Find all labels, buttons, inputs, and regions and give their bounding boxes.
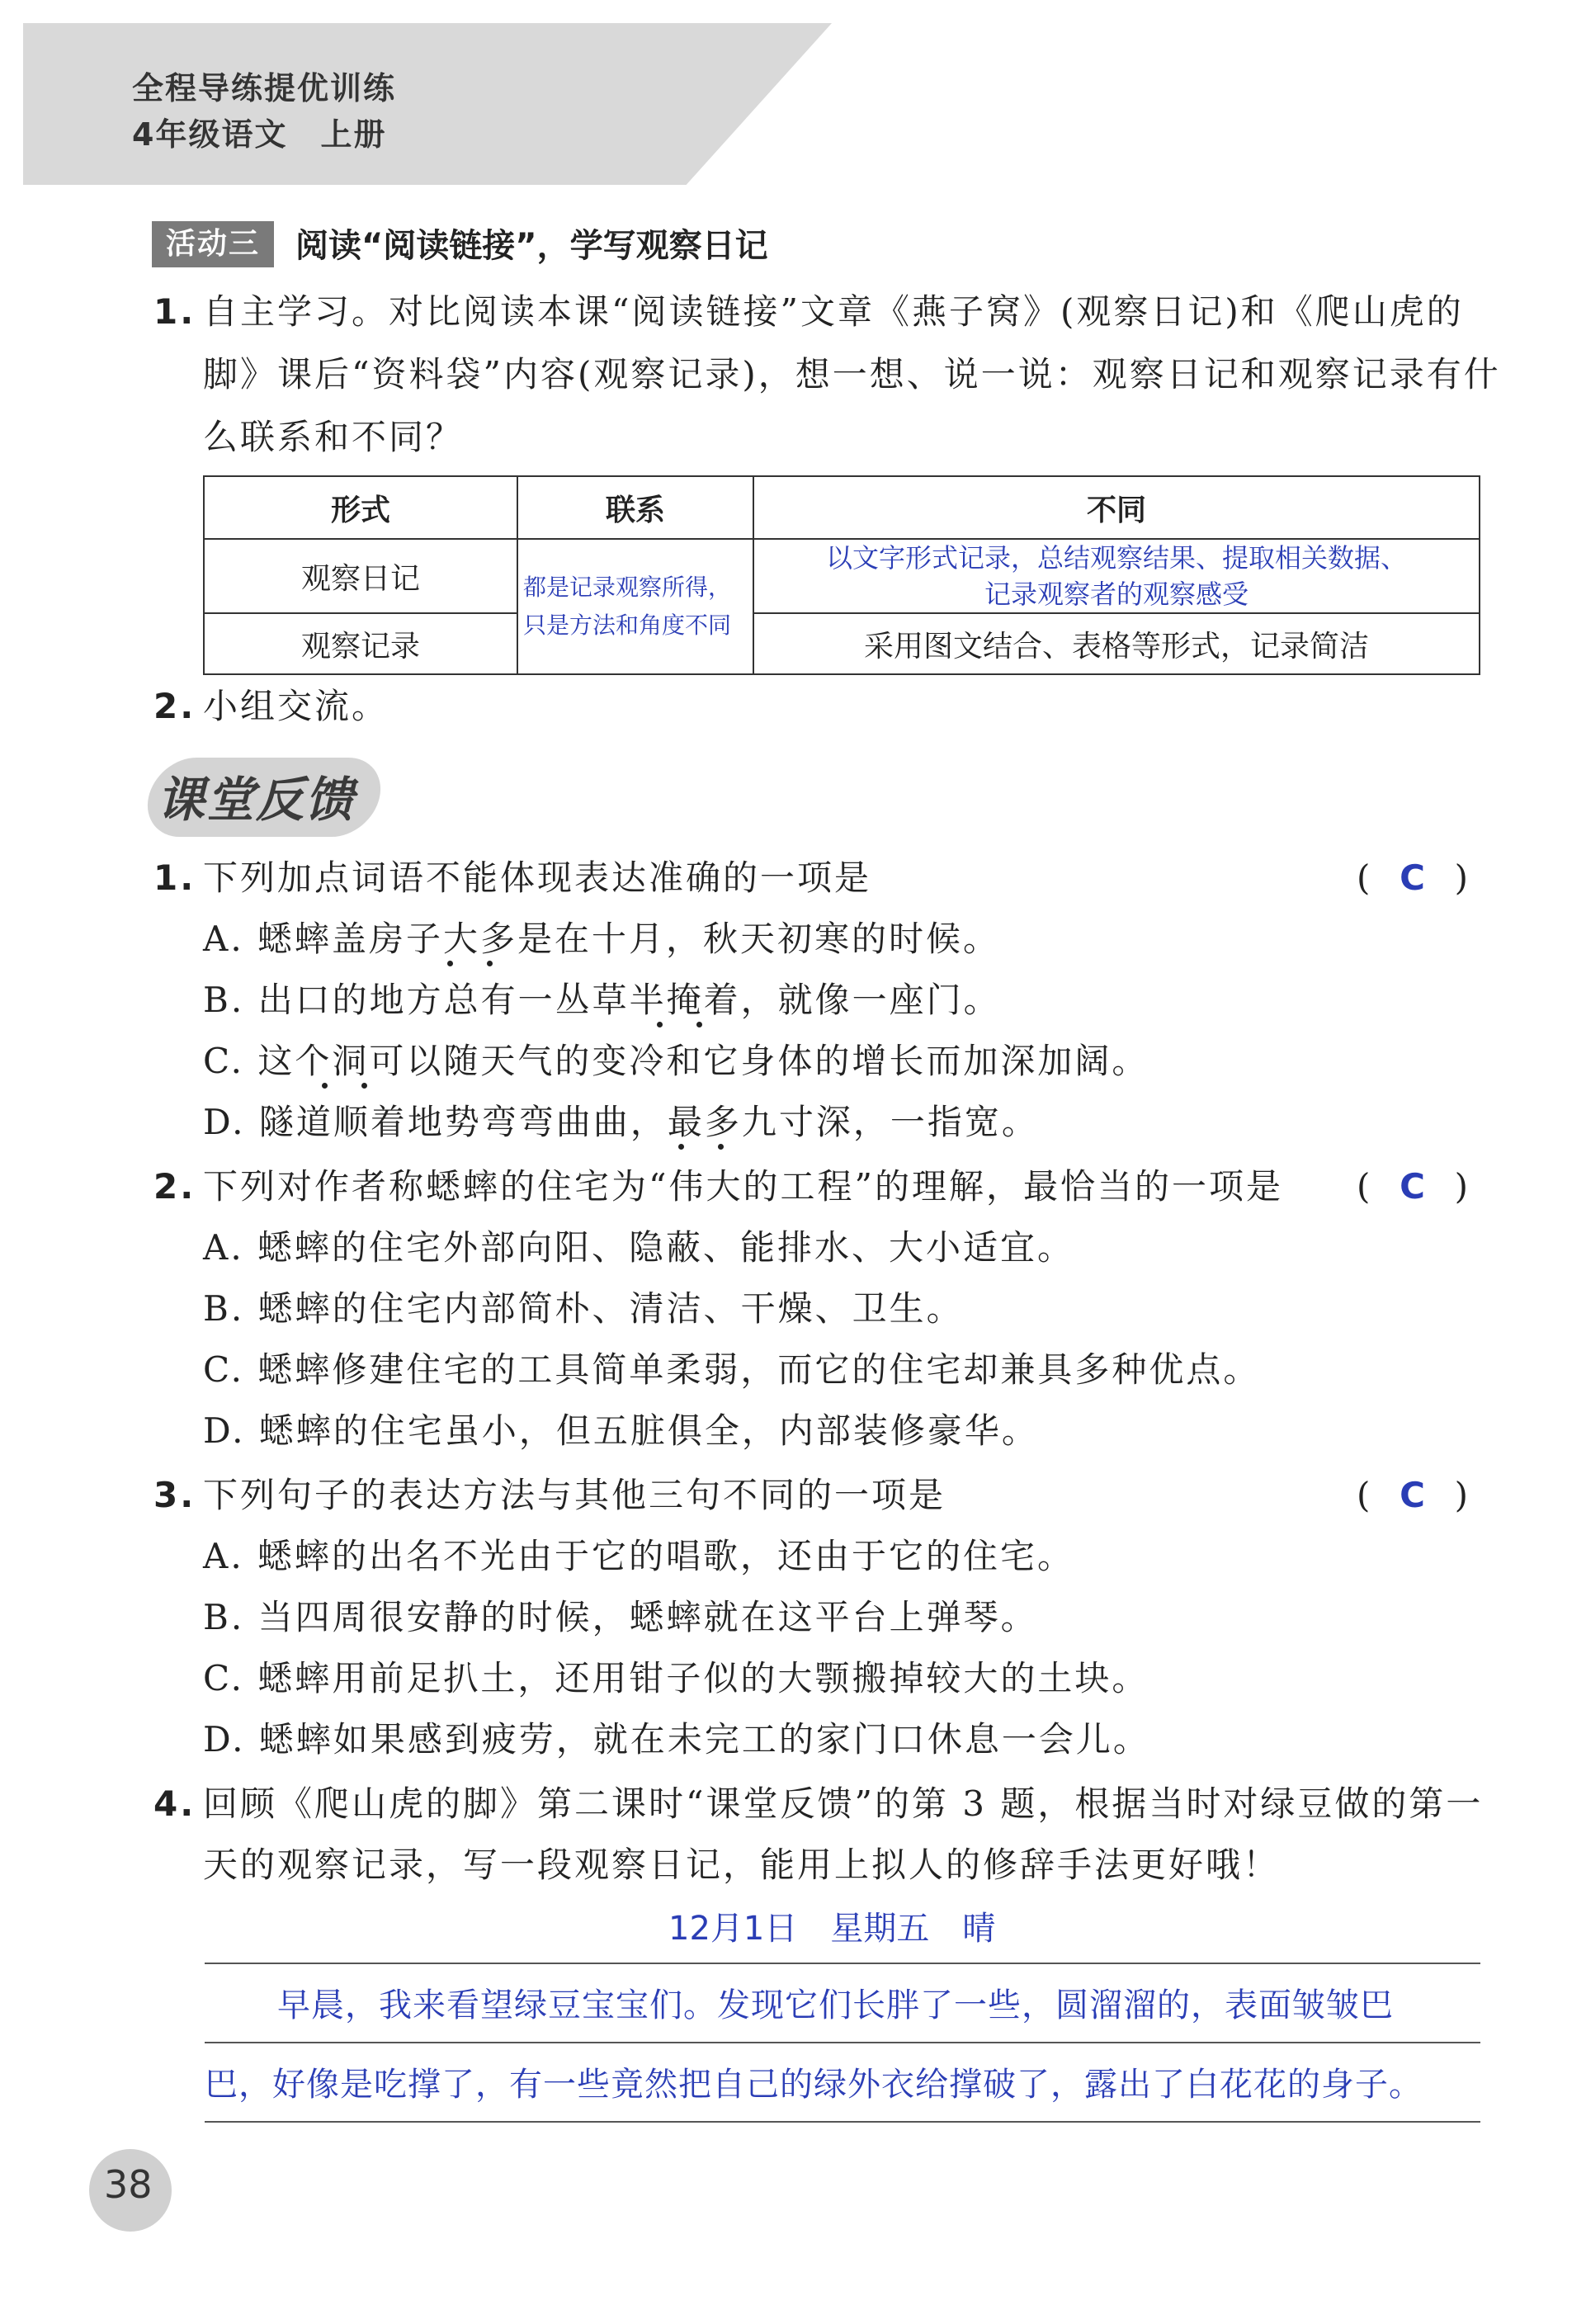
table-header-form: 形式 <box>204 476 517 539</box>
comparison-table <box>203 475 1480 675</box>
table-header-difference: 不同 <box>753 476 1480 539</box>
fq2-answer-bracket: ( C ) <box>1357 1166 1471 1207</box>
fq3-option-b: B. 当四周很安静的时候，蟋蟀就在这平台上弹琴。 <box>203 1597 1038 1637</box>
table-row-diary-label: 观察日记 <box>204 539 517 613</box>
fq3-number: 3. <box>153 1475 196 1515</box>
q2-number: 2. <box>153 686 196 726</box>
q1-line-1: 自主学习。对比阅读本课“阅读链接”文章《燕子窝》(观察日记)和《爬山虎的 <box>203 291 1464 332</box>
activity-title: 阅读“阅读链接”，学写观察日记 <box>295 227 768 265</box>
fq1-option-d: D. 隧道顺着地势弯弯曲曲，最多九寸深，一指宽。 <box>203 1102 1039 1142</box>
q4-number: 4. <box>153 1783 196 1824</box>
q4-line-2: 天的观察记录，写一段观察日记，能用上拟人的修辞手法更好哦！ <box>203 1845 1281 1885</box>
fq1-stem: 下列加点词语不能体现表达准确的一项是 <box>203 857 872 898</box>
table-diary-difference <box>753 539 1480 613</box>
diary-line-2: 巴，好像是吃撑了，有一些竟然把自己的绿外衣给撑破了，露出了白花花的身子。 <box>205 2066 1423 2104</box>
fq1-option-b: B. 出口的地方总有一丛草半掩着，就像一座门。 <box>203 980 1001 1020</box>
fq2-number: 2. <box>153 1166 196 1207</box>
writing-line <box>205 1963 1480 1964</box>
fq1-answer: C <box>1400 857 1428 898</box>
fq1-answer-bracket: ( C ) <box>1357 857 1471 898</box>
fq3-option-a: A. 蟋蟀的出名不光由于它的唱歌，还由于它的住宅。 <box>203 1536 1075 1576</box>
fq2-option-b: B. 蟋蟀的住宅内部简朴、清洁、干燥、卫生。 <box>203 1288 964 1329</box>
emphasis-dot <box>487 961 493 966</box>
fq1-option-a: A. 蟋蟀盖房子大多是在十月，秋天初寒的时候。 <box>203 919 1001 959</box>
emphasis-dot <box>678 1144 684 1150</box>
emphasis-dot <box>322 1083 328 1089</box>
diary-line-1: 早晨，我来看望绿豆宝宝们。发现它们长胖了一些，圆溜溜的，表面皱皱巴 <box>277 1986 1394 2024</box>
relation-line-1: 都是记录观察所得， <box>523 574 732 601</box>
emphasis-dot <box>447 961 453 966</box>
fq3-answer: C <box>1400 1475 1428 1515</box>
table-relation-cell <box>517 539 753 674</box>
writing-line <box>205 2042 1480 2043</box>
page-number: 38 <box>104 2162 153 2207</box>
q1-line-2: 脚》课后“资料袋”内容(观察记录)，想一想、说一说：观察日记和观察记录有什 <box>203 354 1501 394</box>
fq2-stem: 下列对作者称蟋蟀的住宅为“伟大的工程”的理解，最恰当的一项是 <box>203 1166 1283 1207</box>
book-subtitle: 4年级语文 上册 <box>132 116 387 153</box>
emphasis-dot <box>718 1144 724 1150</box>
fq1-option-c: C. 这个洞可以随天气的变冷和它身体的增长而加深加阔。 <box>203 1041 1149 1081</box>
book-title: 全程导练提优训练 <box>132 70 397 106</box>
q4-line-1: 回顾《爬山虎的脚》第二课时“课堂反馈”的第 3 题，根据当时对绿豆做的第一 <box>203 1783 1484 1824</box>
fq1-number: 1. <box>153 857 196 898</box>
q1-number: 1. <box>153 291 196 332</box>
fq2-option-c: C. 蟋蟀修建住宅的工具简单柔弱，而它的住宅却兼具多种优点。 <box>203 1349 1261 1390</box>
emphasis-dot <box>361 1083 367 1089</box>
diary-date: 12月1日 星期五 晴 <box>668 1910 996 1948</box>
diary-diff-line-1: 以文字形式记录，总结观察结果、提取相关数据、 <box>825 542 1407 574</box>
feedback-title: 课堂反馈 <box>157 772 356 828</box>
fq2-option-d: D. 蟋蟀的住宅虽小，但五脏俱全，内部装修豪华。 <box>203 1410 1039 1451</box>
table-header-relation: 联系 <box>517 476 753 539</box>
relation-line-2: 只是方法和角度不同 <box>523 612 732 639</box>
fq3-option-c: C. 蟋蟀用前足扒土，还用钳子似的大颚搬掉较大的土块。 <box>203 1658 1149 1698</box>
fq3-stem: 下列句子的表达方法与其他三句不同的一项是 <box>203 1475 946 1515</box>
activity-tag: 活动三 <box>152 221 274 267</box>
emphasis-dot <box>657 1022 663 1027</box>
emphasis-dot <box>696 1022 702 1027</box>
fq2-answer: C <box>1400 1166 1428 1207</box>
fq3-option-d: D. 蟋蟀如果感到疲劳，就在未完工的家门口休息一会儿。 <box>203 1719 1150 1760</box>
diary-diff-line-2: 记录观察者的观察感受 <box>984 579 1249 610</box>
table-record-difference: 采用图文结合、表格等形式，记录简洁 <box>753 613 1480 674</box>
fq3-answer-bracket: ( C ) <box>1357 1475 1471 1515</box>
fq2-option-a: A. 蟋蟀的住宅外部向阳、隐蔽、能排水、大小适宜。 <box>203 1227 1075 1268</box>
q2-text: 小组交流。 <box>203 686 389 726</box>
table-row-record-label: 观察记录 <box>204 613 517 674</box>
q1-line-3: 么联系和不同？ <box>203 417 464 457</box>
writing-line <box>205 2121 1480 2123</box>
